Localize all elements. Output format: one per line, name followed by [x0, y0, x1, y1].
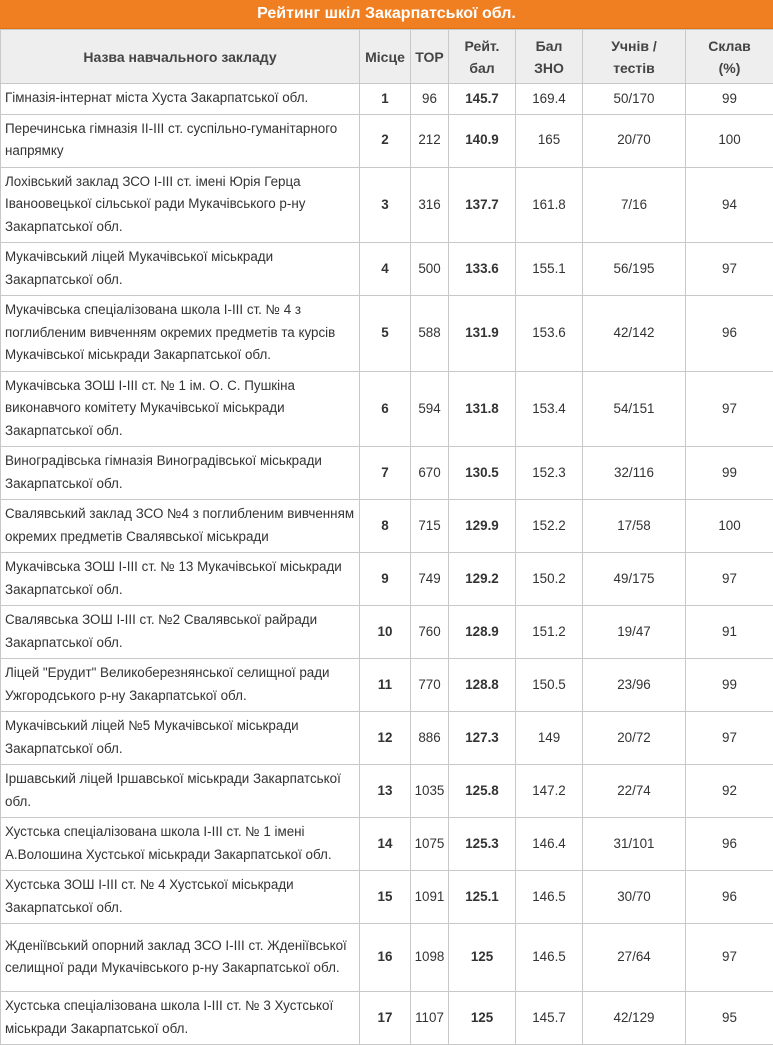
zno-score-cell: 150.5 [516, 659, 583, 712]
school-name-cell: Жденіївський опорний заклад ЗСО І-ІІІ ст. Жденіївської селищної ради Мукачівського р-ну Закарпатської обл. [1, 924, 360, 992]
top-cell: 749 [411, 553, 449, 606]
place-cell: 8 [360, 500, 411, 553]
students-tests-cell: 49/175 [583, 553, 686, 606]
table-row [1, 243, 773, 296]
place-cell: 1 [360, 84, 411, 115]
pass-percent-cell: 100 [686, 114, 773, 167]
zno-score-cell: 152.3 [516, 447, 583, 500]
column-header-pass-line1: Склав [708, 37, 751, 54]
place-cell: 11 [360, 659, 411, 712]
pass-percent-cell: 92 [686, 765, 773, 818]
column-header-zno-line2: ЗНО [534, 59, 564, 76]
table-row [1, 606, 773, 659]
rating-cell: 125 [449, 924, 516, 992]
pass-percent-cell: 97 [686, 243, 773, 296]
students-tests-cell: 42/142 [583, 296, 686, 372]
column-header-zno [516, 30, 583, 84]
table-row [1, 84, 773, 115]
column-header-pass-line2: (%) [718, 59, 741, 76]
schools-rating-table [0, 29, 773, 1045]
pass-percent-cell: 100 [686, 500, 773, 553]
pass-percent-cell: 95 [686, 992, 773, 1045]
column-header-students [583, 30, 686, 84]
zno-score-cell: 165 [516, 114, 583, 167]
place-cell: 13 [360, 765, 411, 818]
students-tests-cell: 31/101 [583, 818, 686, 871]
pass-percent-cell: 97 [686, 924, 773, 992]
column-header-pass [686, 30, 773, 84]
zno-score-cell: 146.5 [516, 871, 583, 924]
column-header-zno-line1: Бал [535, 37, 563, 54]
table-row [1, 871, 773, 924]
top-cell: 1107 [411, 992, 449, 1045]
rating-cell: 131.8 [449, 371, 516, 447]
students-tests-cell: 23/96 [583, 659, 686, 712]
top-cell: 316 [411, 167, 449, 243]
rating-cell: 128.9 [449, 606, 516, 659]
zno-score-cell: 149 [516, 712, 583, 765]
place-cell: 17 [360, 992, 411, 1045]
zno-score-cell: 153.6 [516, 296, 583, 372]
students-tests-cell: 17/58 [583, 500, 686, 553]
school-name-cell: Ліцей "Ерудит" Великоберезнянської селищної ради Ужгородського р-ну Закарпатської обл. [1, 659, 360, 712]
rating-cell: 129.9 [449, 500, 516, 553]
table-row [1, 500, 773, 553]
zno-score-cell: 152.2 [516, 500, 583, 553]
students-tests-cell: 27/64 [583, 924, 686, 992]
place-cell: 4 [360, 243, 411, 296]
rating-cell: 125.1 [449, 871, 516, 924]
place-cell: 14 [360, 818, 411, 871]
rating-cell: 125 [449, 992, 516, 1045]
top-cell: 96 [411, 84, 449, 115]
top-cell: 886 [411, 712, 449, 765]
table-title: Рейтинг шкіл Закарпатської обл. [0, 0, 773, 29]
top-cell: 760 [411, 606, 449, 659]
table-row [1, 553, 773, 606]
students-tests-cell: 19/47 [583, 606, 686, 659]
students-tests-cell: 20/70 [583, 114, 686, 167]
zno-score-cell: 151.2 [516, 606, 583, 659]
place-cell: 2 [360, 114, 411, 167]
top-cell: 588 [411, 296, 449, 372]
place-cell: 3 [360, 167, 411, 243]
rating-cell: 129.2 [449, 553, 516, 606]
top-cell: 500 [411, 243, 449, 296]
rating-cell: 133.6 [449, 243, 516, 296]
school-name-cell: Мукачівський ліцей Мукачівської міськради Закарпатської обл. [1, 243, 360, 296]
rating-cell: 131.9 [449, 296, 516, 372]
rating-cell: 125.8 [449, 765, 516, 818]
zno-score-cell: 169.4 [516, 84, 583, 115]
school-name-cell: Мукачівська ЗОШ І-ІІІ ст. № 1 ім. О. С. Пушкіна виконавчого комітету Мукачівської міськради Закарпатської обл. [1, 371, 360, 447]
pass-percent-cell: 99 [686, 659, 773, 712]
school-name-cell: Лохівський заклад ЗСО І-ІІІ ст. імені Юрія Герца Іваноовецької сільської ради Мукачівського р-ну Закарпатської обл. [1, 167, 360, 243]
students-tests-cell: 22/74 [583, 765, 686, 818]
pass-percent-cell: 96 [686, 296, 773, 372]
place-cell: 5 [360, 296, 411, 372]
school-name-cell: Хустська спеціалізована школа І-ІІІ ст. № 1 імені А.Волошина Хустської міськради Закарпатської обл. [1, 818, 360, 871]
pass-percent-cell: 91 [686, 606, 773, 659]
rating-cell: 145.7 [449, 84, 516, 115]
top-cell: 715 [411, 500, 449, 553]
place-cell: 6 [360, 371, 411, 447]
students-tests-cell: 50/170 [583, 84, 686, 115]
column-header-students-line2: тестів [613, 59, 655, 76]
rating-cell: 140.9 [449, 114, 516, 167]
top-cell: 1091 [411, 871, 449, 924]
top-cell: 1035 [411, 765, 449, 818]
school-name-cell: Іршавський ліцей Іршавської міськради Закарпатської обл. [1, 765, 360, 818]
top-cell: 212 [411, 114, 449, 167]
students-tests-cell: 42/129 [583, 992, 686, 1045]
header-row [1, 30, 773, 84]
top-cell: 670 [411, 447, 449, 500]
column-header-place: Місце [360, 30, 411, 84]
place-cell: 7 [360, 447, 411, 500]
place-cell: 16 [360, 924, 411, 992]
zno-score-cell: 155.1 [516, 243, 583, 296]
top-cell: 594 [411, 371, 449, 447]
table-row [1, 818, 773, 871]
column-header-rating-line2: бал [469, 59, 495, 76]
school-name-cell: Гімназія-інтернат міста Хуста Закарпатської обл. [1, 84, 360, 115]
pass-percent-cell: 99 [686, 447, 773, 500]
column-header-rating [449, 30, 516, 84]
top-cell: 1098 [411, 924, 449, 992]
zno-score-cell: 147.2 [516, 765, 583, 818]
rating-cell: 137.7 [449, 167, 516, 243]
school-name-cell: Мукачівська спеціалізована школа І-ІІІ ст. № 4 з поглибленим вивченням окремих предметів та курсів Мукачівської міськради Закарпатської обл. [1, 296, 360, 372]
students-tests-cell: 20/72 [583, 712, 686, 765]
school-name-cell: Мукачівський ліцей №5 Мукачівської міськради Закарпатської обл. [1, 712, 360, 765]
table-row [1, 167, 773, 243]
rating-cell: 127.3 [449, 712, 516, 765]
column-header-rating-line1: Рейт. [464, 37, 500, 54]
school-name-cell: Хустська спеціалізована школа І-ІІІ ст. № 3 Хустської міськради Закарпатської обл. [1, 992, 360, 1045]
zno-score-cell: 145.7 [516, 992, 583, 1045]
table-row [1, 992, 773, 1045]
rating-cell: 130.5 [449, 447, 516, 500]
students-tests-cell: 30/70 [583, 871, 686, 924]
place-cell: 10 [360, 606, 411, 659]
school-name-cell: Мукачівська ЗОШ І-ІІІ ст. № 13 Мукачівської міськради Закарпатської обл. [1, 553, 360, 606]
table-row [1, 296, 773, 372]
zno-score-cell: 146.5 [516, 924, 583, 992]
zno-score-cell: 150.2 [516, 553, 583, 606]
students-tests-cell: 7/16 [583, 167, 686, 243]
place-cell: 9 [360, 553, 411, 606]
column-header-students-line1: Учнів / [611, 37, 657, 54]
table-row [1, 114, 773, 167]
pass-percent-cell: 94 [686, 167, 773, 243]
table-row [1, 712, 773, 765]
column-header-name: Назва навчального закладу [1, 30, 360, 84]
students-tests-cell: 32/116 [583, 447, 686, 500]
table-row [1, 447, 773, 500]
table-row [1, 765, 773, 818]
zno-score-cell: 146.4 [516, 818, 583, 871]
pass-percent-cell: 96 [686, 871, 773, 924]
table-row [1, 924, 773, 992]
school-name-cell: Хустська ЗОШ І-ІІІ ст. № 4 Хустської міськради Закарпатської обл. [1, 871, 360, 924]
pass-percent-cell: 97 [686, 553, 773, 606]
place-cell: 15 [360, 871, 411, 924]
school-name-cell: Свалявська ЗОШ І-ІІІ ст. №2 Свалявської райради Закарпатської обл. [1, 606, 360, 659]
rating-cell: 125.3 [449, 818, 516, 871]
zno-score-cell: 153.4 [516, 371, 583, 447]
top-cell: 770 [411, 659, 449, 712]
pass-percent-cell: 97 [686, 712, 773, 765]
column-header-top: ТОР [411, 30, 449, 84]
table-row [1, 371, 773, 447]
rating-cell: 128.8 [449, 659, 516, 712]
school-name-cell: Виноградівська гімназія Виноградівської міськради Закарпатської обл. [1, 447, 360, 500]
school-name-cell: Перечинська гімназія ІІ-ІІІ ст. суспільно-гуманітарного напрямку [1, 114, 360, 167]
pass-percent-cell: 96 [686, 818, 773, 871]
top-cell: 1075 [411, 818, 449, 871]
students-tests-cell: 56/195 [583, 243, 686, 296]
students-tests-cell: 54/151 [583, 371, 686, 447]
pass-percent-cell: 97 [686, 371, 773, 447]
place-cell: 12 [360, 712, 411, 765]
zno-score-cell: 161.8 [516, 167, 583, 243]
school-name-cell: Свалявський заклад ЗСО №4 з поглибленим вивченням окремих предметів Свалявської міськради [1, 500, 360, 553]
pass-percent-cell: 99 [686, 84, 773, 115]
table-row [1, 659, 773, 712]
